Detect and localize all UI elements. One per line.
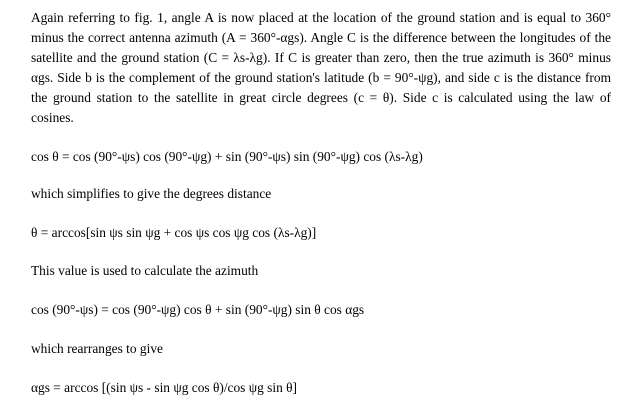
- simplifies-text: which simplifies to give the degrees distance: [31, 186, 272, 201]
- law-of-cosines-equation: cos θ = cos (90°-ψs) cos (90°-ψg) + sin (90°-ψs) sin (90°-ψg) cos (λs-λg): [31, 149, 423, 164]
- intro-paragraph: Again referring to fig. 1, angle A is now placed at the location of the ground station and is equal to 360° minus the correct antenna azimuth (A = 360°-αgs). Angle C is the difference between the longitudes of the satellite and the ground station (C = λs-λg). If C is greater than zero, then the true azimuth is 360° minus αgs. Side b is the complement of the ground station's latitude (b = 90°-ψg), and side c is the distance from the ground station to the satellite in great circle degrees (c = θ). Side c is calculated using the law of cosines.: [31, 10, 611, 125]
- azimuth-intro-text: This value is used to calculate the azimuth: [31, 263, 259, 278]
- distance-equation: θ = arccos[sin ψs sin ψg + cos ψs cos ψg cos (λs-λg)]: [31, 225, 317, 240]
- rearranges-text: which rearranges to give: [31, 341, 163, 356]
- azimuth-equation: cos (90°-ψs) = cos (90°-ψg) cos θ + sin (90°-ψg) sin θ cos αgs: [31, 302, 365, 317]
- azimuth-solution-equation: αgs = arccos [(sin ψs - sin ψg cos θ)/cos ψg sin θ]: [31, 380, 298, 395]
